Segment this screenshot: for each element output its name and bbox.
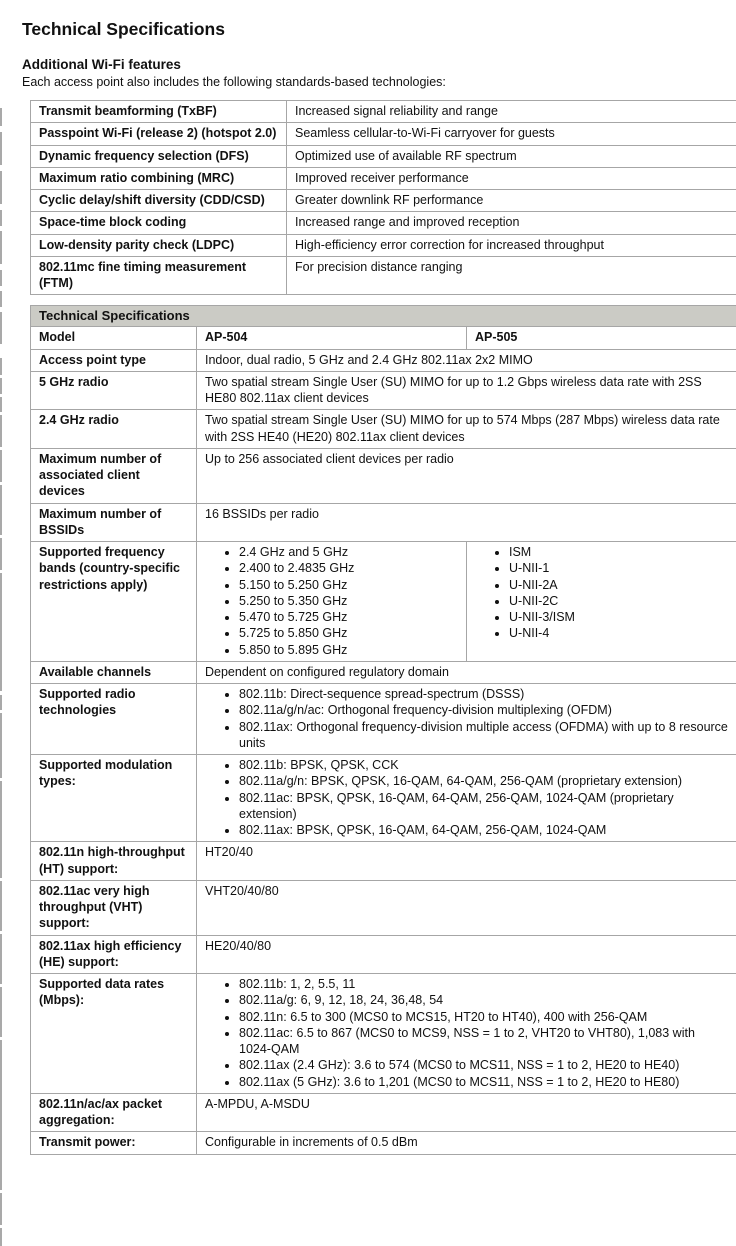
edge-mark [0,132,2,165]
spec-row [31,684,736,755]
spec-label: Maximum number of associated client devices [31,448,197,503]
edge-mark [0,881,2,931]
spec-value: 16 BSSIDs per radio [197,503,736,542]
edge-mark [0,1040,2,1190]
feature-benefit: Seamless cellular-to-Wi-Fi carryover for guests [287,123,736,145]
feature-row [31,145,736,167]
feature-benefit: Increased range and improved reception [287,212,736,234]
bullet-item: • 802.11ax (2.4 GHz): 3.6 to 574 (MCS0 to MCS11, NSS = 1 to 2, HE20 to HE40) [239,1057,728,1073]
bullet-item: • U-NII-1 [509,560,728,576]
spec-row [31,503,736,542]
feature-row [31,190,736,212]
edge-mark [0,1228,2,1246]
bullet-item: • 802.11b: Direct-sequence spread-spectrum (DSSS) [239,686,728,702]
feature-benefit: For precision distance ranging [287,256,736,295]
spec-row [31,349,736,371]
spec-value-list-right [467,542,736,662]
edge-mark [0,781,2,878]
feature-benefit: High-efficiency error correction for increased throughput [287,234,736,256]
spec-label: 5 GHz radio [31,371,197,410]
spec-label: 802.11n/ac/ax packet aggregation: [31,1093,197,1132]
edge-mark [0,450,2,482]
edge-mark [0,378,2,394]
specs-table [30,326,736,1154]
spec-value: VHT20/40/80 [197,880,736,935]
edge-mark [0,987,2,1037]
feature-name: Cyclic delay/shift diversity (CDD/CSD) [31,190,287,212]
feature-name: Passpoint Wi-Fi (release 2) (hotspot 2.0) [31,123,287,145]
edge-mark [0,210,2,226]
spec-label: Maximum number of BSSIDs [31,503,197,542]
edge-mark [0,108,2,126]
edge-mark [0,270,2,286]
bullet-item: • 2.400 to 2.4835 GHz [239,560,458,576]
spec-label: 802.11ax high efficiency (HE) support: [31,935,197,974]
bullet-item: • U-NII-2C [509,593,728,609]
spec-label: 802.11ac very high throughput (VHT) support: [31,880,197,935]
spec-label: 2.4 GHz radio [31,410,197,449]
feature-benefit: Increased signal reliability and range [287,101,736,123]
edge-mark [0,1193,2,1225]
spec-label: Transmit power: [31,1132,197,1154]
edge-mark [0,415,2,447]
feature-name: Maximum ratio combining (MRC) [31,167,287,189]
spec-label: Supported data rates (Mbps): [31,974,197,1094]
spec-value: HE20/40/80 [197,935,736,974]
feature-name: Space-time block coding [31,212,287,234]
spec-label: Supported frequency bands (country-specific restrictions apply) [31,542,197,662]
bullet-item: • U-NII-4 [509,625,728,641]
spec-row [31,661,736,683]
feature-benefit: Greater downlink RF performance [287,190,736,212]
spec-row [31,974,736,1094]
spec-value-list [197,974,736,1094]
spec-row [31,755,736,842]
feature-benefit: Optimized use of available RF spectrum [287,145,736,167]
bullet-item: • 802.11a/g/n/ac: Orthogonal frequency-division multiplexing (OFDM) [239,702,728,718]
bullet-item: • 5.250 to 5.350 GHz [239,593,458,609]
feature-name: Transmit beamforming (TxBF) [31,101,287,123]
bullet-item: • 5.470 to 5.725 GHz [239,609,458,625]
edge-mark [0,538,2,570]
spec-row [31,880,736,935]
spec-value: HT20/40 [197,842,736,881]
feature-row [31,234,736,256]
bullet-list [205,544,458,658]
feature-row [31,101,736,123]
edge-mark [0,171,2,204]
spec-row [31,842,736,881]
spec-label: 802.11n high-throughput (HT) support: [31,842,197,881]
edge-mark [0,291,2,307]
edge-mark [0,231,2,264]
bullet-item: • 2.4 GHz and 5 GHz [239,544,458,560]
bullet-list [475,544,728,642]
spec-value: Indoor, dual radio, 5 GHz and 2.4 GHz 802.11ax 2x2 MIMO [197,349,736,371]
model-name: AP-505 [467,327,736,349]
feature-row [31,256,736,295]
bullet-item: • 802.11ax (5 GHz): 3.6 to 1,201 (MCS0 to MCS11, NSS = 1 to 2, HE20 to HE80) [239,1074,728,1090]
bullet-item: • 5.850 to 5.895 GHz [239,642,458,658]
bullet-list [205,976,728,1090]
spec-row [31,542,736,662]
bullet-item: • 802.11ac: 6.5 to 867 (MCS0 to MCS9, NSS = 1 to 2, VHT20 to VHT80), 1,083 with 1024-QAM [239,1025,728,1058]
bullet-item: • U-NII-2A [509,577,728,593]
edge-mark [0,713,2,778]
page-title: Technical Specifications [22,19,225,39]
spec-row [31,935,736,974]
model-name: AP-504 [197,327,467,349]
spec-value-list [197,684,736,755]
spec-value: Dependent on configured regulatory domain [197,661,736,683]
bullet-item: • 5.150 to 5.250 GHz [239,577,458,593]
spec-row [31,371,736,410]
feature-row [31,167,736,189]
bullet-item: • 802.11ax: BPSK, QPSK, 16-QAM, 64-QAM, 256-QAM, 1024-QAM [239,822,728,838]
bullet-item: • 802.11ac: BPSK, QPSK, 16-QAM, 64-QAM, 256-QAM, 1024-QAM (proprietary extension) [239,790,728,823]
spec-row [31,327,736,349]
spec-label: Supported modulation types: [31,755,197,842]
spec-value: A-MPDU, A-MSDU [197,1093,736,1132]
spec-value: Up to 256 associated client devices per radio [197,448,736,503]
spec-label: Supported radio technologies [31,684,197,755]
spec-value: Two spatial stream Single User (SU) MIMO for up to 574 Mbps (287 Mbps) wireless data rate with 2SS HE40 (HE20) 802.11ax client devices [197,410,736,449]
spec-label: Model [31,327,197,349]
spec-value-list-left [197,542,467,662]
edge-mark [0,485,2,535]
edge-mark [0,312,2,344]
bullet-item: • 802.11n: 6.5 to 300 (MCS0 to MCS15, HT20 to HT40), 400 with 256-QAM [239,1009,728,1025]
feature-name: Dynamic frequency selection (DFS) [31,145,287,167]
bullet-item: • 802.11a/g/n: BPSK, QPSK, 16-QAM, 64-QAM, 256-QAM (proprietary extension) [239,773,728,789]
edge-mark [0,573,2,691]
feature-name: 802.11mc fine timing measurement (FTM) [31,256,287,295]
edge-mark [0,358,2,375]
feature-name: Low-density parity check (LDPC) [31,234,287,256]
section-heading: Additional Wi-Fi features [22,57,181,72]
spec-row [31,1132,736,1154]
spec-value: Two spatial stream Single User (SU) MIMO for up to 1.2 Gbps wireless data rate with 2SS HE80 802.11ax client devices [197,371,736,410]
feature-row [31,212,736,234]
feature-row [31,123,736,145]
spec-value: Configurable in increments of 0.5 dBm [197,1132,736,1154]
spec-label: Available channels [31,661,197,683]
bullet-item: • 802.11b: BPSK, QPSK, CCK [239,757,728,773]
feature-benefit: Improved receiver performance [287,167,736,189]
section-intro: Each access point also includes the following standards-based technologies: [22,75,446,89]
bullet-item: • ISM [509,544,728,560]
bullet-item: • 802.11ax: Orthogonal frequency-division multiple access (OFDMA) with up to 8 resource units [239,719,728,752]
spec-value-list [197,755,736,842]
spec-row [31,448,736,503]
spec-row [31,1093,736,1132]
bullet-list [205,757,728,838]
bullet-item: • 802.11b: 1, 2, 5.5, 11 [239,976,728,992]
edge-mark [0,934,2,984]
edge-mark [0,397,2,412]
spec-row [31,410,736,449]
bullet-list [205,686,728,751]
edge-mark [0,695,2,710]
wifi-features-table [30,100,736,295]
bullet-item: • U-NII-3/ISM [509,609,728,625]
spec-label: Access point type [31,349,197,371]
bullet-item: • 5.725 to 5.850 GHz [239,625,458,641]
bullet-item: • 802.11a/g: 6, 9, 12, 18, 24, 36,48, 54 [239,992,728,1008]
specs-table-header: Technical Specifications [30,305,736,326]
